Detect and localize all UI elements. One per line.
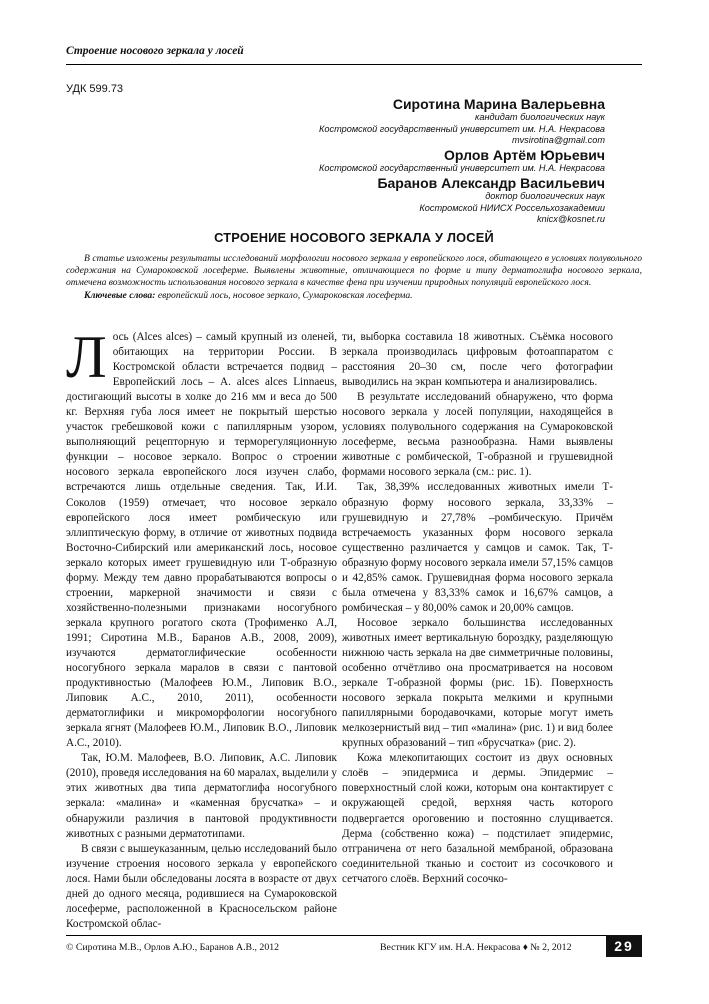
article-title: СТРОЕНИЕ НОСОВОГО ЗЕРКАЛА У ЛОСЕЙ [214,230,494,245]
body-paragraph: Так, 38,39% исследованных животных имели Т-образную форму носового зеркала, 33,33% – грушевидную и 27,78% –ромбическую. Причём встречаемость указанных форм носового зеркала существенно различается у самцов и самок. Так, Т-образную форму носового зеркала имели 57,15% самцов и 42,85% самок. Грушевидная форма носового зеркала была отмечена у 83,33% самок и 16,67% самцов, а ромбическая – у 80,00% самок и 20,00% самцов. [342,481,614,614]
body-paragraph: Носовое зеркало большинства исследованных животных имеет вертикальную бороздку, разделяющую нижнюю часть зеркала на две симметричные половины, особенно отчётливо она просматривается на носовом зеркале Т-образной формы (рис. 1Б). Поверхность носового зеркала покрыта мелкими и крупными папиллярными бородавочками, которые могут иметь мелкозернистый вид – тип «малина» (рис. 1) и вид более крупных образований – тип «брусчатка» (рис. 2). [342,616,613,750]
author-degree: доктор биологических наук [485,191,605,201]
keywords [66,290,642,302]
abstract-text: В статье изложены результаты исследований морфологии носового зеркала у европейского лося, обитающего в условиях полувольного содержания на Сумароковской лосеферме. Выявлены животные, отличающиеся по форме и типу дерматоглифа носового зеркала, отмечена возможность использования носового зеркала в качестве фена при изучении природных популяций европейского лося. [66,253,642,289]
author-email: knicx@kosnet.ru [536,214,605,225]
body-column-left [66,324,337,932]
author-degree: кандидат биологических наук [475,112,605,122]
udk-code: УДК 599.73 [66,83,124,95]
author-email: mvsirotina@gmail.com [511,135,605,146]
keywords-text: европейский лось, носовое зеркало, Сумароковская лосеферма. [157,289,413,301]
author-affiliation: Костромской государственный университет им. Н.А. Некрасова [319,123,605,134]
abstract [66,253,642,302]
body-paragraph [66,324,337,751]
header-rule [66,64,642,65]
footer-journal: Вестник КГУ им. Н.А. Некрасова ♦ № 2, 2012 [380,942,572,953]
author-affiliation: Костромской государственный университет им. Н.А. Некрасова [319,163,605,173]
running-title: Строение носового зеркала у лосей [66,45,244,57]
author-block-1 [319,96,605,147]
author-name: Баранов Александр Васильевич [377,175,605,191]
page-number: 29 [606,935,642,957]
body-column-right [342,330,613,887]
body-paragraph: Так, Ю.М. Малофеев, В.О. Липовик, А.С. Липовик (2010), проведя исследования на 60 маралах, выделили у этих животных два типа дерматоглифа носогубного зеркала: «малина» и «каменная брусчатка» – и обнаружили различия в пантовой продуктивности животных с разными дерматотипами. [66,752,337,840]
drop-cap: Л [66,324,107,390]
body-paragraph: ти, выборка составила 18 животных. Съёмка носового зеркала производилась цифровым фотоаппаратом с расстояния 20–30 см, после чего фотографии выводились на экран компьютера и анализировались. [342,331,613,389]
author-affiliation: Костромской НИИСХ Россельхозакадемии [419,202,605,213]
footer-rule [66,935,642,936]
author-block-3 [377,175,605,226]
author-name: Орлов Артём Юрьевич [444,147,605,163]
body-paragraph: В связи с вышеуказанным, целью исследований было изучение строения носового зеркала у европейского лося. Нами были обследованы лосята в возрасте от двух дней до одного месяца, родившиеся на Сумароковской лосеферме, расположенной в Красносельском районе Костромской облас- [66,842,337,930]
footer-copyright: © Сиротина М.В., Орлов А.Ю., Баранов А.В., 2012 [66,942,280,953]
body-paragraph: Кожа млекопитающих состоит из двух основных слоёв – эпидермиса и дермы. Эпидермис – поверхностный слой кожи, которым она контактирует с окружающей средой, верхняя часть которого подвергается ороговению и постоянно слущивается. Дерма (собственно кожа) – подстилает эпидермис, отграничена от него базальной мембраной, образована соединительной тканью и состоит из сосочкового и сетчатого слоёв. Верхний сосочко- [342,752,613,885]
paragraph-text: ось (Alces alces) – самый крупный из оленей, обитающих на территории России. В Костромской области встречается подвид – Европейский лось – A. alces alces Linnaeus, достигающий высоты в холке до 216 мм и веса до 500 кг. Верхняя губа лося имеет не покрытый шерстью участок гребешковой кожи с папиллярным узором, выполняющий рецепторную и терморегуляционную функции – носовое зеркало. Вопрос о строении носового зеркала европейского лося изучен слабо, встречаются лишь отдельные сведения. Так, И.И. Соколов (1959) отмечает, что носовое зеркало европейского лося имеет ромбическую или эллиптическую форму, в отличие от животных подвида Восточно-Сибирский или американский лось, носовое зеркало которых имеет грушевидную или Т-образную форму. Между тем давно прорабатываются вопросы о строении, маркерной значимости и связи с хозяйственно-полезными признаками носогубного зеркала крупного рогатого скота (Трофименко А.Л, 1991; Сиротина М.В., Баранов А.В., 2008, 2009), изучаются дерматоглифические особенности носогубного зеркала маралов в связи с пантовой продуктивностью (Малофеев Ю.М., Липовик В.О., Липовик А.С., 2010, 2011), особенности дерматоглифики и микроморфологии носогубного зеркала ягнят (Малофеев Ю.М., Липовик В.О., Липовик А.С., 2010). [66,331,337,750]
author-block-2 [319,147,605,175]
author-name: Сиротина Марина Валерьевна [392,96,605,112]
keywords-label: Ключевые слова: [84,289,156,301]
body-paragraph: В результате исследований обнаружено, что форма носового зеркала у лосей популяции, находящейся в условиях полувольного содержания на Сумароковской лосеферме, весьма разнообразна. Нами выявлены животные с ромбической, Т-образной и грушевидной формами носового зеркала (см.: рис. 1). [342,391,613,479]
